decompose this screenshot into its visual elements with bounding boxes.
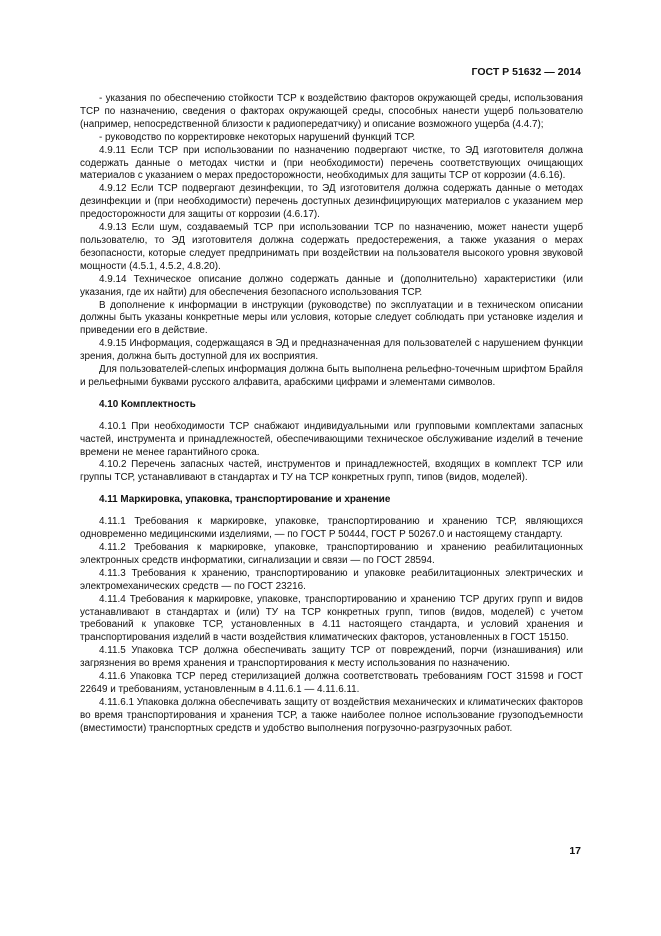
page-number: 17 <box>569 845 581 857</box>
paragraph: 4.9.13 Если шум, создаваемый ТСР при использовании ТСР по назначению, может нанести ущерб пользователю, то ЭД изготовителя должна содержать предостережения, а также указания о мерах безопасности, которые следует предпринимать при воздействии на пользователя высокого уровня звуковой мощности (4.5.1, 4.5.2, 4.8.20). <box>80 222 583 272</box>
paragraph: 4.11.6 Упаковка ТСР перед стерилизацией должна соответствовать требованиям ГОСТ 31598 и ГОСТ 22649 и требованиям, установленным в 4.11.6.1 — 4.11.6.11. <box>80 671 583 695</box>
paragraph: 4.9.14 Техническое описание должно содержать данные и (дополнительно) характеристики (или указания, где их найти) для обеспечения безопасного использования ТСР. <box>80 273 583 298</box>
paragraph: 4.11.5 Упаковка ТСР должна обеспечивать защиту ТСР от повреждений, порчи (изнашивания) или загрязнения во время хранения и транспортирования к месту использования по назначению. <box>80 645 583 670</box>
paragraph: 4.10.2 Перечень запасных частей, инструментов и принадлежностей, входящих в комплект ТСР или группы ТСР, устанавливают в стандартах и ТУ на ТСР конкретных групп, типов (видов, моделей). <box>80 459 583 484</box>
section-heading: 4.11 Маркировка, упаковка, транспортирование и хранение <box>99 494 391 506</box>
paragraph: 4.9.12 Если ТСР подвергают дезинфекции, то ЭД изготовителя должна содержать данные о методах дезинфекции и (при необходимости) перечень доступных дезинфицирующих материалов с указанием мер предосторожности для защиты от коррозии (4.6.17). <box>80 183 583 221</box>
paragraph: 4.9.15 Информация, содержащаяся в ЭД и предназначенная для пользователей с нарушением функции зрения, должна быть доступной для их восприятия. <box>80 338 583 363</box>
paragraph: 4.9.11 Если ТСР при использовании по назначению подвергают чистке, то ЭД изготовителя должна содержать данные о методах чистки и (при необходимости) перечень соответствующих очищающих материалов с указанием о мерах предосторожности, необходимых для защиты ТСР от коррозии (4.6.16). <box>80 144 583 182</box>
paragraph: 4.10.1 При необходимости ТСР снабжают индивидуальными или групповыми комплектами запасных частей, инструмента и принадлежностей, обеспечивающими техническое обслуживание изделий в течение времени не менее гарантийного срока. <box>80 420 583 458</box>
paragraph: 4.11.4 Требования к маркировке, упаковке, транспортированию и хранению ТСР других групп и видов устанавливают в стандартах и (или) ТУ на ТСР конкретных групп, типов (видов, моделей) с учетом требований к упаковке ТСР, установленных в 4.11 настоящего стандарта, и условий хранения и транспортирования изделий в части воздействия климатических факторов, установленных в ГОСТ 15150. <box>80 593 583 644</box>
document-header: ГОСТ Р 51632 — 2014 <box>471 66 581 78</box>
paragraph: - руководство по корректировке некоторых нарушений функций ТСР. <box>99 131 416 143</box>
paragraph: 4.11.1 Требования к маркировке, упаковке, транспортированию и хранению ТСР, являющихся одновременно медицинскими изделиями, — по ГОСТ Р 50444, ГОСТ Р 50267.0 и настоящему стандарту. <box>80 516 583 541</box>
section-heading: 4.10 Комплектность <box>99 398 196 410</box>
paragraph: Для пользователей-слепых информация должна быть выполнена рельефно-точечным шрифтом Брайля и рельефными буквами русского алфавита, арабскими цифрами и элементами символов. <box>80 364 583 388</box>
paragraph: 4.11.3 Требования к хранению, транспортированию и упаковке реабилитационных электрических и электромеханических средств — по ГОСТ 23216. <box>80 567 583 592</box>
paragraph: 4.11.6.1 Упаковка должна обеспечивать защиту от воздействия механических и климатических факторов во время транспортирования и хранения ТСР, а также наиболее полное использование грузоподъемности (вместимости) транспортных средств и удобство выполнения погрузочно-разгрузочных работ. <box>80 696 583 734</box>
document-body <box>80 93 583 736</box>
paragraph: - указания по обеспечению стойкости ТСР к воздействию факторов окружающей среды, использования ТСР по назначению, сведения о факторах окружающей среды, способных нанести ущерб пользователю (например, непосредственной близости к радиопередатчику) и описание возможного ущерба (4.4.7); <box>80 93 583 130</box>
paragraph: В дополнение к информации в инструкции (руководстве) по эксплуатации и в техническом описании должны быть указаны конкретные меры или условия, которые следует соблюдать при установке изделия и приведении его в действие. <box>80 299 583 337</box>
paragraph: 4.11.2 Требования к маркировке, упаковке, транспортированию и хранению реабилитационных электронных средств информатики, сигнализации и связи — по ГОСТ 28594. <box>80 542 583 566</box>
